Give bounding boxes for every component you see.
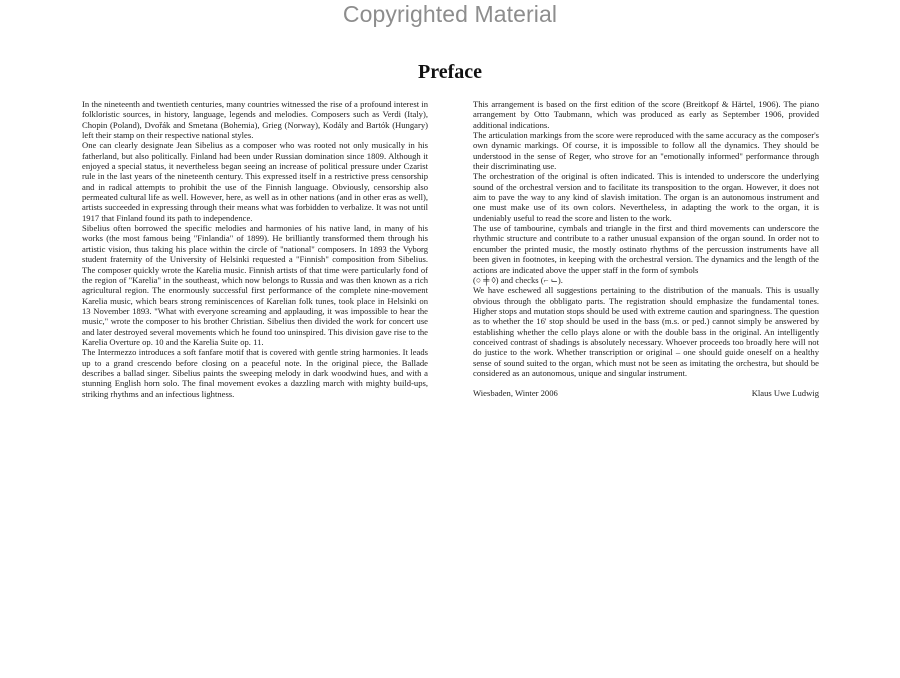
paragraph: The Intermezzo introduces a soft fanfare motif that is covered with gentle string harmonies. It leads up to a grand crescendo before closing on a peaceful note. In the original piece, the Ballade describes a ballad singer. Sibelius paints the sweeping melody in dark woodwind hues, and with a stunning English horn solo. The final movement evokes a dazzling march with mighty build-ups, striking rhythms and an infectious lightness.	[82, 347, 428, 399]
right-column	[473, 99, 819, 399]
paragraph: In the nineteenth and twentieth centuries, many countries witnessed the rise of a profound interest in folkloristic sources, in history, language, legends and melodies. Composers such as Verdi (Italy), Chopin (Poland), Dvořák and Smetana (Bohemia), Grieg (Norway), Kodály and Bartók (Hungary) left their stamp on their respective national styles.	[82, 99, 428, 141]
left-column	[82, 99, 428, 399]
paragraph: The use of tambourine, cymbals and triangle in the first and third movements can underscore the rhythmic structure and contribute to a rather unusual expansion of the organ sound. In order not to encumber the printed music, the mostly ostinato rhythms of the percussion instruments have all been given in footnotes, in keeping with the orchestral version. The dynamics and the length of the actions are indicated above the upper staff in the form of symbols	[473, 223, 819, 275]
author-name: Klaus Uwe Ludwig	[751, 388, 819, 399]
signature	[473, 388, 819, 398]
paragraph: One can clearly designate Jean Sibelius as a composer who was rooted not only musically in his fatherland, but also politically. Finland had been under Russian domination since 1809. Although it enjoyed a special status, it nevertheless began seeing an increase of political pressure under Czarist rule in the last years of the nineteenth century. This expressed itself in a restrictive press censorship and in radical attempts to prohibit the use of the Finnish language. Obviously, censorship also permeated cultural life as well. However, here, as well as in other nations (and in other eras as well), artists succeeded in expressing through their means what was forbidden to verbalize. It was not until 1917 that Finland found its path to independence.	[82, 140, 428, 223]
symbols-line: (○ ╪ ◊) and checks (⌐ ⌙).	[473, 274, 563, 285]
paragraph: This arrangement is based on the first edition of the score (Breitkopf & Härtel, 1906). The piano arrangement by Otto Taubmann, which was produced as early as September 1906, provided additional indications.	[473, 99, 819, 130]
paragraph: We have eschewed all suggestions pertaining to the distribution of the manuals. This is usually obvious through the obbligato parts. The registration should emphasize the fundamental tones. Higher stops and mutation stops should be used with extreme caution and sparingness. The question as to whether the 16' stop should be used in the bass (m.s. or ped.) cannot simply be answered by establishing whether the cello plays alone or with the double bass in the original. An intelligently conceived contrast of shadings is absolutely necessary. Whoever proceeds too broadly here will not do justice to the work. Whether transcription or original – one should guide oneself on a healthy sense of sound suited to the organ, which must not be seen as imitating the orchestra, but should be considered as an autonomous, unique and singular instrument.	[473, 285, 819, 378]
paragraph: Sibelius often borrowed the specific melodies and harmonies of his native land, in many of his works (the most famous being "Finlandia" of 1899). He brilliantly transformed them through his artistic vision, thus taking his place within the circle of "national" composers. In 1893 the Vyborg student fraternity of the University of Helsinki requested a "Finnish" composition from Sibelius. The composer quickly wrote the Karelia music. Finnish artists of that time were particularly fond of the region of "Karelia" in the southeast, which now belongs to Russia and was then known as a rich agricultural region. The enormously successful first performance of the complete nine-movement Karelia music, which bears strong reminiscences of Karelian folk tunes, took place in Helsinki on 13 November 1893. "What with everyone screaming and applauding, it was impossible to hear the music," wrote the composer to his brother Christian. Sibelius then divided the work for concert use and later destroyed several movements which he found too uninspired. This division gave rise to the Karelia Overture op. 10 and the Karelia Suite op. 11.	[82, 223, 428, 347]
paragraph: The orchestration of the original is often indicated. This is intended to underscore the underlying sound of the orchestral version and to facilitate its transposition to the organ. However, it does not aim to pave the way to any kind of slavish imitation. The organ is an autonomous instrument and one must make use of its own colors. Nevertheless, in adapting the work to the organ, it is undeniably useful to read the score and listen to the work.	[473, 171, 819, 223]
copyright-watermark: Copyrighted Material	[342, 1, 558, 27]
place-date: Wiesbaden, Winter 2006	[473, 388, 558, 399]
page-title: Preface	[417, 61, 483, 83]
paragraph: The articulation markings from the score were reproduced with the same accuracy as the composer's own dynamic markings. Of course, it is impossible to follow all the dynamics. They should be understood in the sense of Reger, who strove for an "emotionally informed" performance through their discriminating use.	[473, 130, 819, 172]
